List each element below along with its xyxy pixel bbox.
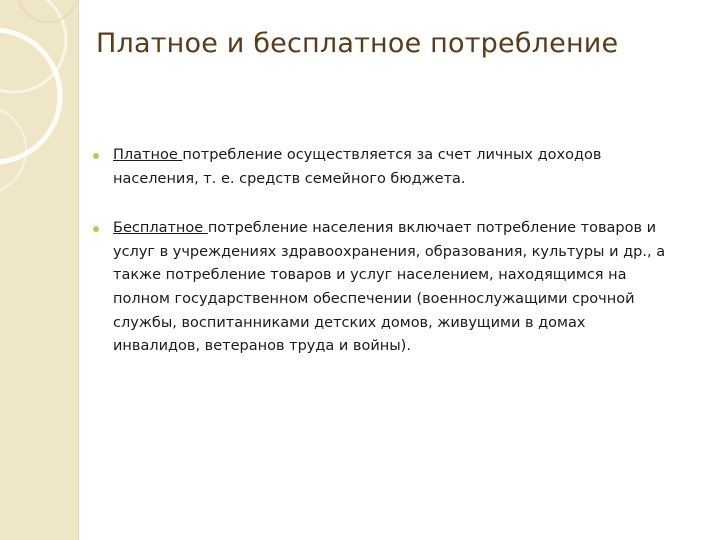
bullet-text-line: потребление населения включает потребление товаров и: [207, 220, 657, 237]
bullet-text-line: полном государственном обеспечении (военнослужащими срочной: [113, 290, 635, 307]
bullet-icon: [93, 153, 99, 159]
bullet-term: Бесплатное: [113, 220, 208, 237]
slide-title: Платное и бесплатное потребление: [96, 28, 619, 59]
bullet-item-free: [93, 217, 720, 359]
bullet-text-line: населения, т. е. средств семейного бюджета.: [113, 170, 466, 187]
bullet-text-line: услуг в учреждениях здравоохранения, образования, культуры и др., а: [113, 243, 666, 260]
bullet-text-line: службы, воспитанниками детских домов, живущими в домах: [113, 314, 586, 331]
bullet-text-line: инвалидов, ветеранов труда и войны).: [113, 338, 411, 355]
decorative-circles: [0, 0, 78, 540]
bullet-item-paid: [93, 144, 720, 191]
bullet-term: Платное: [113, 147, 183, 163]
bullet-text-line: также потребление товаров и услуг населением, находящимся на: [113, 267, 627, 284]
bullet-icon: [93, 226, 99, 232]
decorative-sidebar: [0, 0, 79, 540]
bullet-list: [93, 144, 720, 385]
bullet-text-line: потребление осуществляется за счет личных доходов: [182, 147, 602, 163]
